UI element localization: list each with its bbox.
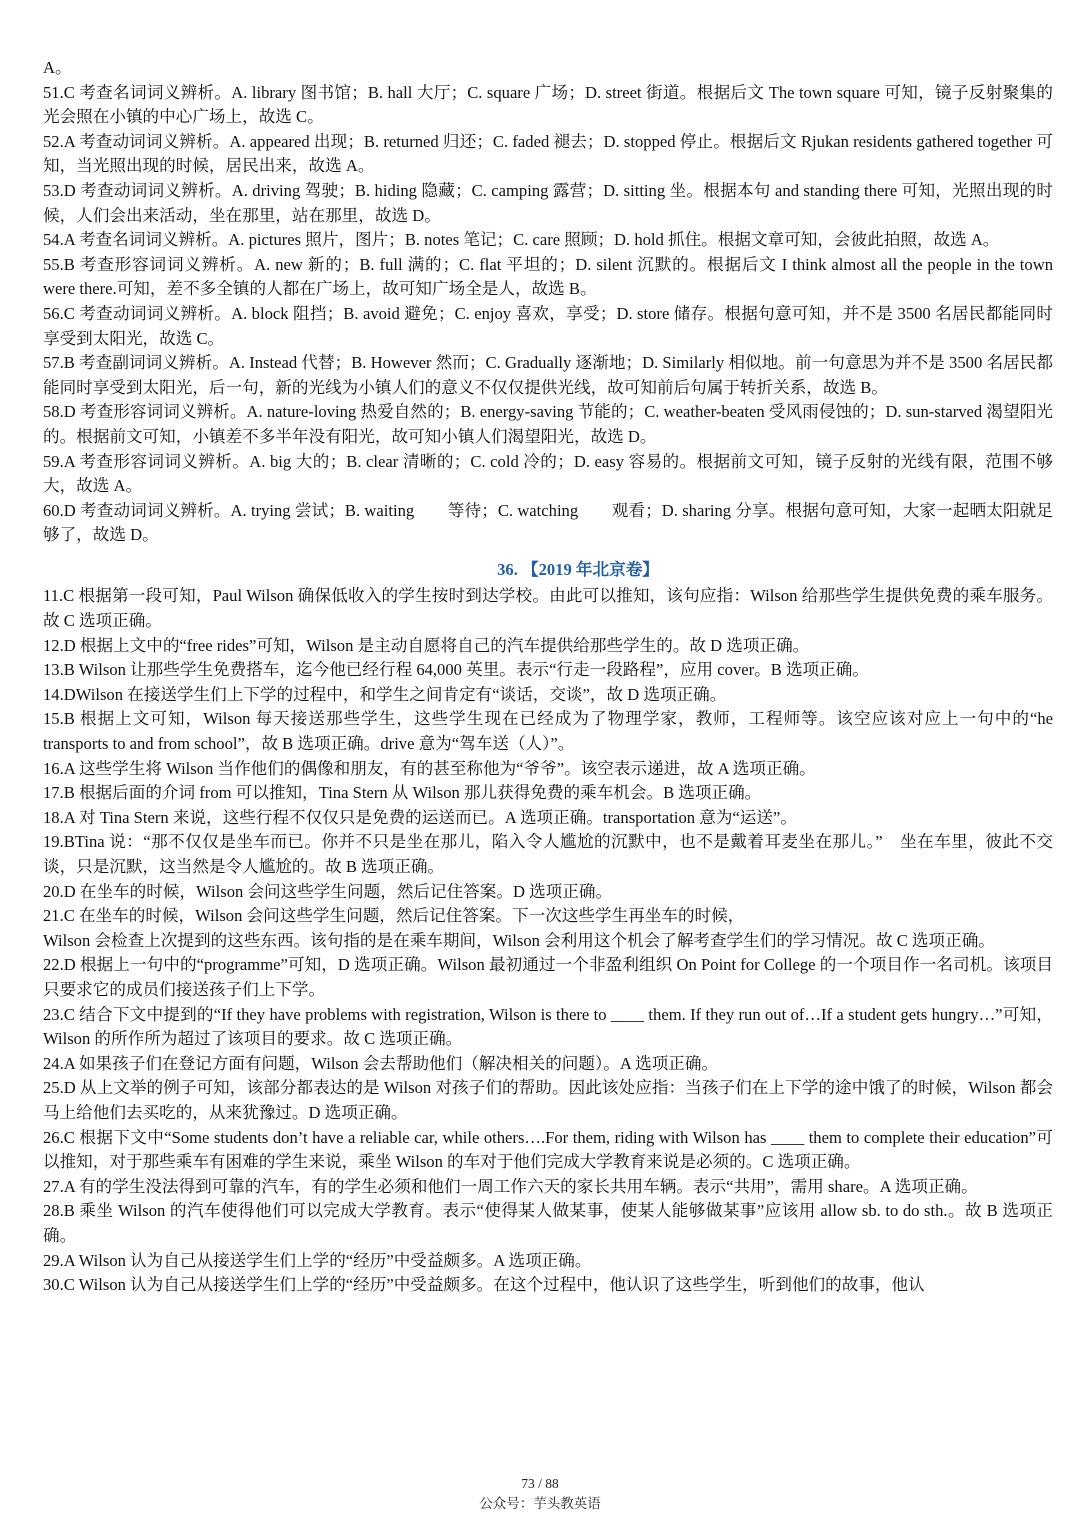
paragraph: 14.DWilson 在接送学生们上下学的过程中，和学生之间肯定有“谈话，交谈”，故 D 选项正确。 — [43, 684, 727, 704]
paragraph: 29.A Wilson 认为自己从接送学生们上学的“经历”中受益颇多。A 选项正确。 — [43, 1250, 592, 1270]
paragraph: 18.A 对 Tina Stern 来说，这些行程不仅仅只是免费的运送而已。A 选项正确。transportation 意为“运送”。 — [43, 807, 797, 827]
paragraph: 52.A 考查动词词义辨析。A. appeared 出现；B. returned 归还；C. faded 褪去；D. stopped 停止。根据后文 Rjukan residents gathered together 可知，当光照出现的时候，居民出来，故选 A。 — [43, 131, 1053, 176]
paragraph: 27.A 有的学生没法得到可靠的汽车，有的学生必须和他们一周工作六天的家长共用车辆。表示“共用”，需用 share。A 选项正确。 — [43, 1176, 978, 1196]
paragraph: 16.A 这些学生将 Wilson 当作他们的偶像和朋友，有的甚至称他为“爷爷”。该空表示递进，故 A 选项正确。 — [43, 758, 816, 778]
paragraph: 17.B 根据后面的介词 from 可以推知，Tina Stern 从 Wilson 那儿获得免费的乘车机会。B 选项正确。 — [43, 783, 762, 803]
paragraph: 58.D 考查形容词词义辨析。A. nature-loving 热爱自然的；B. energy-saving 节能的；C. weather-beaten 受风雨侵蚀的；D. sun-starved 渴望阳光的。根据前文可知，小镇差不多半年没有阳光，故可知小镇人们渴望阳光，故选 D。 — [43, 402, 1053, 446]
paragraph: 12.D 根据上文中的“free rides”可知，Wilson 是主动自愿将自己的汽车提供给那些学生的。故 D 选项正确。 — [43, 635, 810, 655]
paragraph: 20.D 在坐车的时候，Wilson 会问这些学生问题，然后记住答案。D 选项正确。 — [43, 881, 613, 901]
paragraph: 24.A 如果孩子们在登记方面有问题，Wilson 会去帮助他们（解决相关的问题）。A 选项正确。 — [43, 1053, 719, 1073]
paragraph: A。 — [43, 58, 72, 77]
paragraph: 54.A 考查名词词义辨析。A. pictures 照片，图片；B. notes 笔记；C. care 照顾；D. hold 抓住。根据文章可知，会彼此拍照，故选 A。 — [43, 230, 1000, 250]
paragraph: 11.C 根据第一段可知，Paul Wilson 确保低收入的学生按时到达学校。由此可以推知，该句应指：Wilson 给那些学生提供免费的乘车服务。故 C 选项正确。 — [43, 586, 1053, 631]
paragraph: 15.B 根据上文可知，Wilson 每天接送那些学生，这些学生现在已经成为了物理学家，教师，工程师等。该空应该对应上一句中的“he transports to and from school”，故 B 选项正确。drive 意为“驾车送（人）”。 — [43, 709, 1053, 754]
paragraph: 26.C 根据下文中“Some students don’t have a reliable car, while others….For them, riding with Wilson has ____ them to complete their education”可以推知，对于那些乘车有困难的学生来说，乘坐 Wilson 的车对于他们完成大学教育来说是必须的。C 选项正确。 — [43, 1127, 1053, 1172]
section-heading: 36. 【2019 年北京卷】 — [497, 559, 659, 579]
page-number: 73 / 88 — [521, 1476, 559, 1491]
paragraph: 56.C 考查动词词义辨析。A. block 阻挡；B. avoid 避免；C. enjoy 喜欢，享受；D. store 储存。根据句意可知，并不是 3500 名居民都能同时享受到太阳光，故选 C。 — [43, 303, 1053, 348]
paragraph: 28.B 乘坐 Wilson 的汽车使得他们可以完成大学教育。表示“使得某人做某事，使某人能够做某事”应该用 allow sb. to do sth.。故 B 选项正确。 — [43, 1201, 1053, 1245]
paragraph: 22.D 根据上一句中的“programme”可知，D 选项正确。Wilson 最初通过一个非盈利组织 On Point for College 的一个项目作一名司机。该项目只要求它的成员们接送孩子们上下学。 — [43, 955, 1053, 999]
paragraph: 53.D 考查动词词义辨析。A. driving 驾驶；B. hiding 隐藏；C. camping 露营；D. sitting 坐。根据本句 and standing there 可知，光照出现的时候，人们会出来活动，坐在那里，站在那里，故选 D。 — [43, 180, 1053, 225]
paragraph: 57.B 考查副词词义辨析。A. Instead 代替；B. However 然而；C. Gradually 逐渐地；D. Similarly 相似地。前一句意思为并不是 3500 名居民都能同时享受到太阳光，后一句，新的光线为小镇人们的意义不仅仅提供光线，故可知前后句属于转折关系，故选 B。 — [43, 353, 1053, 397]
paragraph: 23.C 结合下文中提到的“If they have problems with registration, Wilson is there to ____ them. If they run out of…If a student gets hungry…”可知，Wilson 的所作所为超过了该项目的要求。故 C 选项正确。 — [43, 1004, 1053, 1049]
paragraph: 21.C 在坐车的时候，Wilson 会问这些学生问题，然后记住答案。下一次这些学生再坐车的时候， — [43, 906, 745, 926]
paragraph: Wilson 会检查上次提到的这些东西。该句指的是在乘车期间，Wilson 会利用这个机会了解考查学生们的学习情况。故 C 选项正确。 — [43, 930, 995, 950]
footer-account: 公众号：芋头教英语 — [479, 1496, 601, 1511]
paragraph: 59.A 考查形容词词义辨析。A. big 大的；B. clear 清晰的；C. cold 冷的；D. easy 容易的。根据前文可知，镜子反射的光线有限，范围不够大，故选 A。 — [43, 451, 1053, 496]
document-body — [43, 56, 1053, 1298]
paragraph: 30.C Wilson 认为自己从接送学生们上学的“经历”中受益颇多。在这个过程中，他认识了这些学生，听到他们的故事，他认 — [43, 1275, 925, 1295]
paragraph: 55.B 考查形容词词义辨析。A. new 新的；B. full 满的；C. flat 平坦的；D. silent 沉默的。根据后文 I think almost all the people in the town were there.可知，差不多全镇的人都在广场上，故可知广场全是人，故选 B。 — [43, 254, 1053, 299]
paragraph: 60.D 考查动词词义辨析。A. trying 尝试；B. waiting 等待；C. watching 观看；D. sharing 分享。根据句意可知，大家一起晒太阳就足够了，故选 D。 — [43, 500, 1053, 545]
paragraph: 13.B Wilson 让那些学生免费搭车，迄今他已经行程 64,000 英里。表示“行走一段路程”，应用 cover。B 选项正确。 — [43, 660, 869, 680]
paragraph: 19.BTina 说：“那不仅仅是坐车而已。你并不只是坐在那儿，陷入令人尴尬的沉默中，也不是戴着耳麦坐在那儿。” 坐在车里，彼此不交谈，只是沉默，这当然是令人尴尬的。故 B 选项正确。 — [43, 832, 1053, 876]
paragraph: 51.C 考查名词词义辨析。A. library 图书馆；B. hall 大厅；C. square 广场；D. street 街道。根据后文 The town square 可知，镜子反射聚集的光会照在小镇的中心广场上，故选 C。 — [43, 82, 1053, 127]
paragraph: 25.D 从上文举的例子可知，该部分都表达的是 Wilson 对孩子们的帮助。因此该处应指：当孩子们在上下学的途中饿了的时候，Wilson 都会马上给他们去买吃的，从来犹豫过。D 选项正确。 — [43, 1078, 1053, 1122]
